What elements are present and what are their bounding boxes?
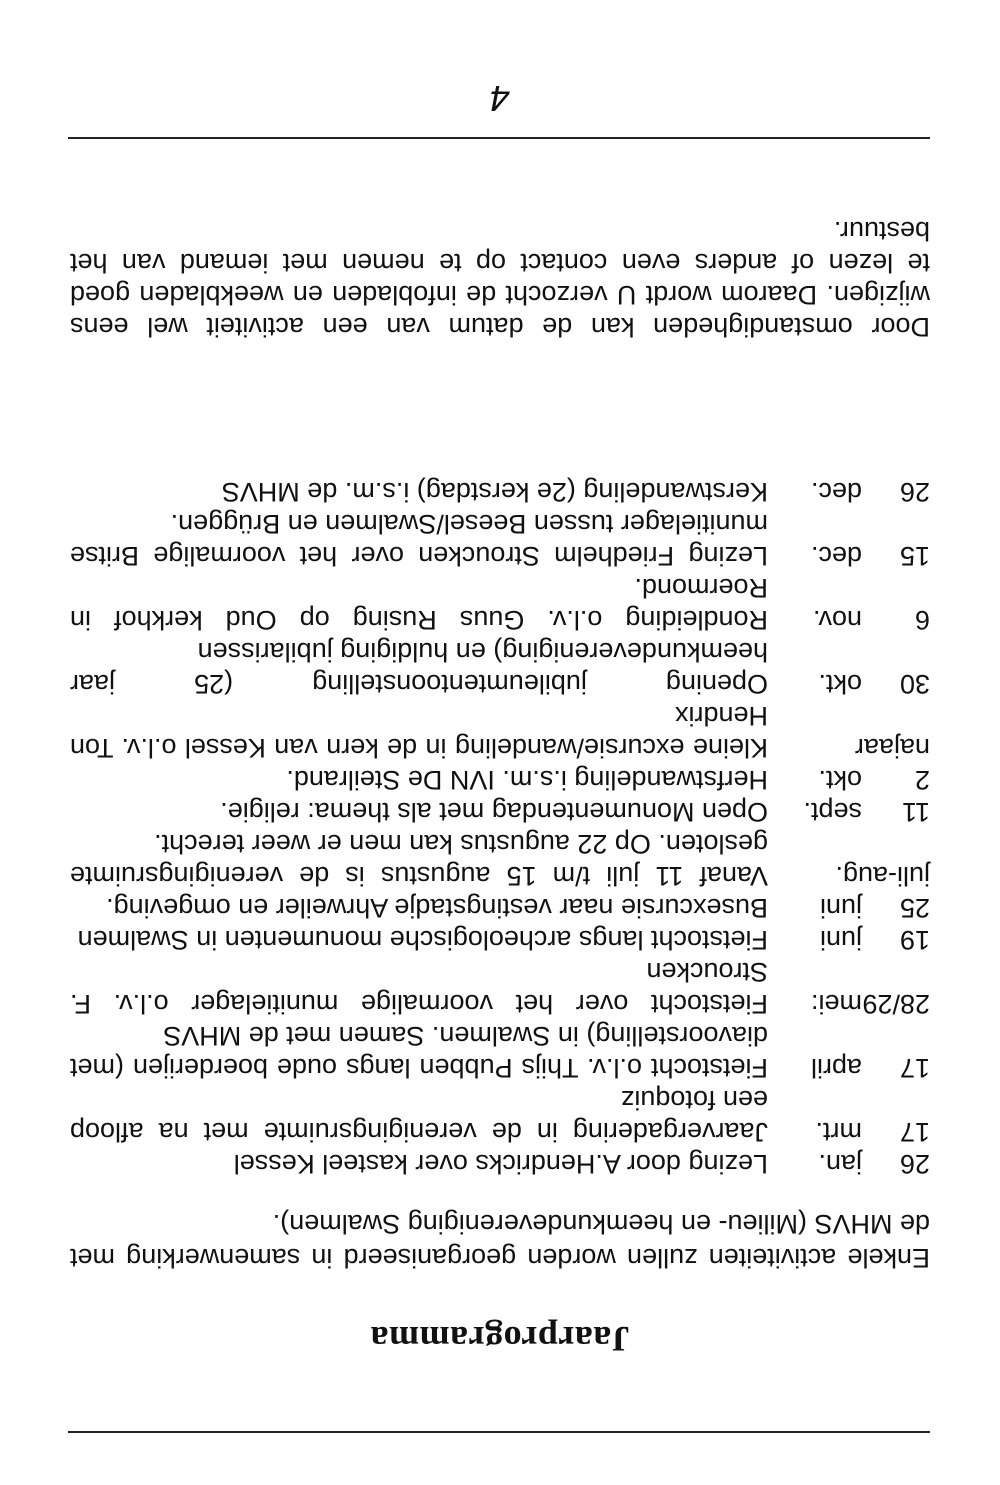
- event-description: Vanaf 11 juli t/m 15 augustus is de verenigingsruimte gesloten. Op 22 augustus kan men er weer terecht.: [70, 829, 768, 891]
- event-row: [70, 892, 930, 924]
- top-rule: [68, 1431, 930, 1433]
- event-month: dec.: [810, 541, 862, 571]
- event-row: [70, 700, 930, 764]
- intro-paragraph: Enkele activiteiten zullen worden georganiseerd in samenwerking met de MHVS (Milieu- en heemkundevereniging Swalmen).: [70, 1209, 930, 1273]
- event-day: 11: [901, 797, 930, 827]
- event-day: 26: [899, 477, 930, 507]
- event-row: [70, 924, 930, 956]
- event-description: Kleine excursie/wandeling in de kern van Kessel o.l.v. Ton Hendrix: [70, 701, 768, 763]
- event-schedule: [70, 476, 930, 1180]
- event-day: 17: [899, 1053, 930, 1083]
- event-month: okt.: [818, 669, 862, 699]
- event-day: 2: [914, 765, 930, 795]
- event-row: [70, 572, 930, 636]
- event-day: 25: [899, 893, 930, 923]
- event-day: 28/29: [862, 989, 930, 1019]
- event-description: Open Monumentendag met als thema: religie.: [220, 797, 768, 827]
- event-row: [70, 636, 930, 700]
- event-month: nov.: [812, 605, 862, 635]
- event-day: 15: [899, 541, 930, 571]
- event-description: Lezing Friedhelm Stroucken over het voormalige Britse munitielager tussen Beesel/Swalmen en Brüggen.: [70, 509, 768, 571]
- event-month: dec.: [810, 477, 862, 507]
- event-month: mrt.: [815, 1117, 862, 1147]
- event-description: Rondleiding o.l.v. Guus Rusing op Oud kerkhof in Roermond.: [70, 573, 768, 635]
- event-row: [70, 476, 930, 508]
- event-month: sept.: [803, 797, 862, 827]
- event-row: [70, 956, 930, 1020]
- event-day: 26: [899, 1149, 930, 1179]
- event-month: okt.: [818, 765, 862, 795]
- page-number: 4: [489, 78, 511, 119]
- event-description: Kerstwandeling (2e kerstdag) i.s.m. de MHVS: [221, 477, 768, 507]
- bottom-rule: [68, 137, 930, 139]
- event-row: [70, 508, 930, 572]
- event-day: 17: [899, 1117, 930, 1147]
- event-month: april: [810, 1053, 862, 1083]
- event-month: juni: [819, 925, 862, 955]
- event-day: 30: [899, 669, 930, 699]
- event-description: Jaarvergadering in de verenigingsruimte met na afloop een fotoquiz: [70, 1085, 768, 1147]
- event-description: Fietstocht langs archeologische monumenten in Swalmen: [77, 925, 768, 955]
- event-row: [70, 796, 930, 828]
- event-description: Fietstocht o.l.v. Thijs Pubben langs oude boerderijen (met diavoorstelling) in Swalmen. Samen met de MHVS: [70, 1021, 768, 1083]
- event-month: juni: [819, 893, 862, 923]
- event-month: mei:: [810, 989, 862, 1019]
- event-month: jan.: [818, 1149, 862, 1179]
- event-period: juli-aug.: [835, 861, 930, 891]
- event-row: [70, 1148, 930, 1180]
- event-row: [70, 764, 930, 796]
- event-row: [70, 1020, 930, 1084]
- event-row: [70, 1084, 930, 1148]
- closing-paragraph: Door omstandigheden kan de datum van een activiteit wel eens wijzigen. Daarom wordt U verzocht de infobladen en weekbladen goed te lezen of anders even contact op te nemen met iemand van het bestuur.: [70, 216, 930, 342]
- event-description: Opening jubileumtentoonstelling (25 jaar heemkundevereniging) en huldiging jubilarissen: [70, 637, 768, 699]
- event-day: 6: [914, 605, 930, 635]
- page-title: Jaarprogramma: [370, 1319, 630, 1359]
- event-description: Busexcursie naar vestingstadje Ahrweiler en omgeving.: [106, 893, 768, 923]
- event-row: [70, 828, 930, 892]
- event-day: 19: [899, 925, 930, 955]
- event-description: Lezing door A.Hendricks over kasteel Kessel: [233, 1149, 768, 1179]
- event-description: Fietstocht over het voormalige munitielager o.l.v. F. Stroucken: [70, 957, 768, 1019]
- event-description: Herfstwandeling i.s.m. IVN De Steilrand.: [286, 765, 768, 795]
- event-period: najaar: [854, 733, 930, 763]
